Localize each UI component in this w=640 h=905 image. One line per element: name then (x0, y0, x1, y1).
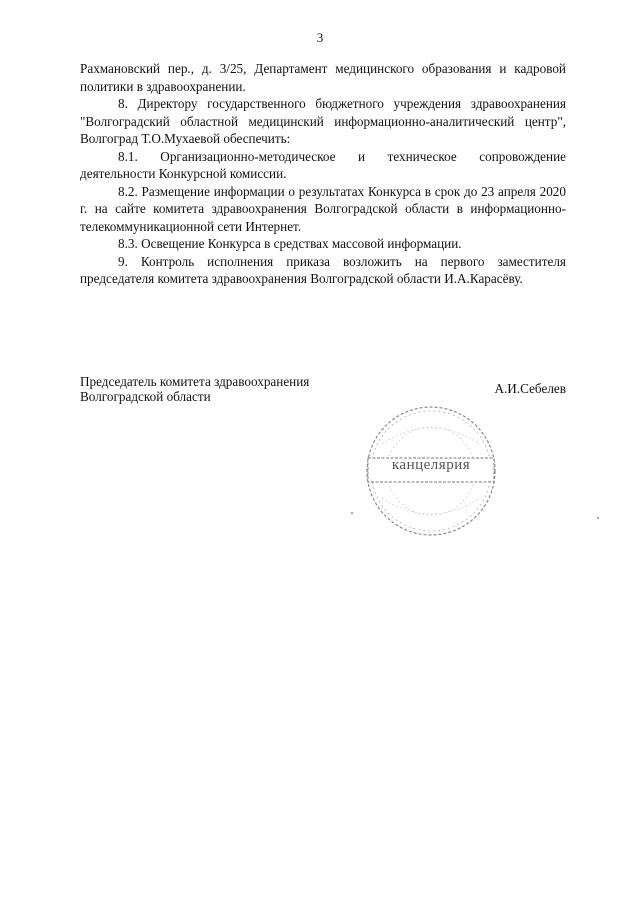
paragraph-item-8: 8. Директору государственного бюджетного учреждения здравоохранения "Волгоградский областной медицинский информационно-аналитический центр", Волгоград Т.О.Мухаевой обеспечить: (80, 96, 566, 146)
paragraph-item-8-3: 8.3. Освещение Конкурса в средствах массовой информации. (118, 236, 462, 251)
paragraph-item-8-2: 8.2. Размещение информации о результатах Конкурса в срок до 23 апреля 2020 г. на сайте комитета здравоохранения Волгоградской области в информационно-телекоммуникационной сети Интернет. (80, 183, 566, 234)
scan-speck (351, 512, 353, 514)
paragraph-item-9: 9. Контроль исполнения приказа возложить на первого заместителя председателя комитета здравоохранения Волгоградской области И.А.Карасёву. (80, 253, 566, 286)
paragraph-item-8-1: 8.1. Организационно-методическое и техническое сопровождение деятельности Конкурсной комиссии. (80, 148, 566, 181)
signatory-name: А.И.Себелев (494, 381, 566, 396)
stamp-text: канцелярия (391, 457, 471, 473)
page-number: 3 (316, 30, 324, 45)
scan-speck (597, 517, 599, 519)
office-stamp (362, 402, 500, 540)
signatory-position: Председатель комитета здравоохранения Волгоградской области (80, 374, 310, 404)
paragraph-continuation: Рахмановский пер., д. 3/25, Департамент медицинского образования и кадровой политики в здравоохранении. (80, 61, 566, 94)
document-body (80, 60, 566, 288)
